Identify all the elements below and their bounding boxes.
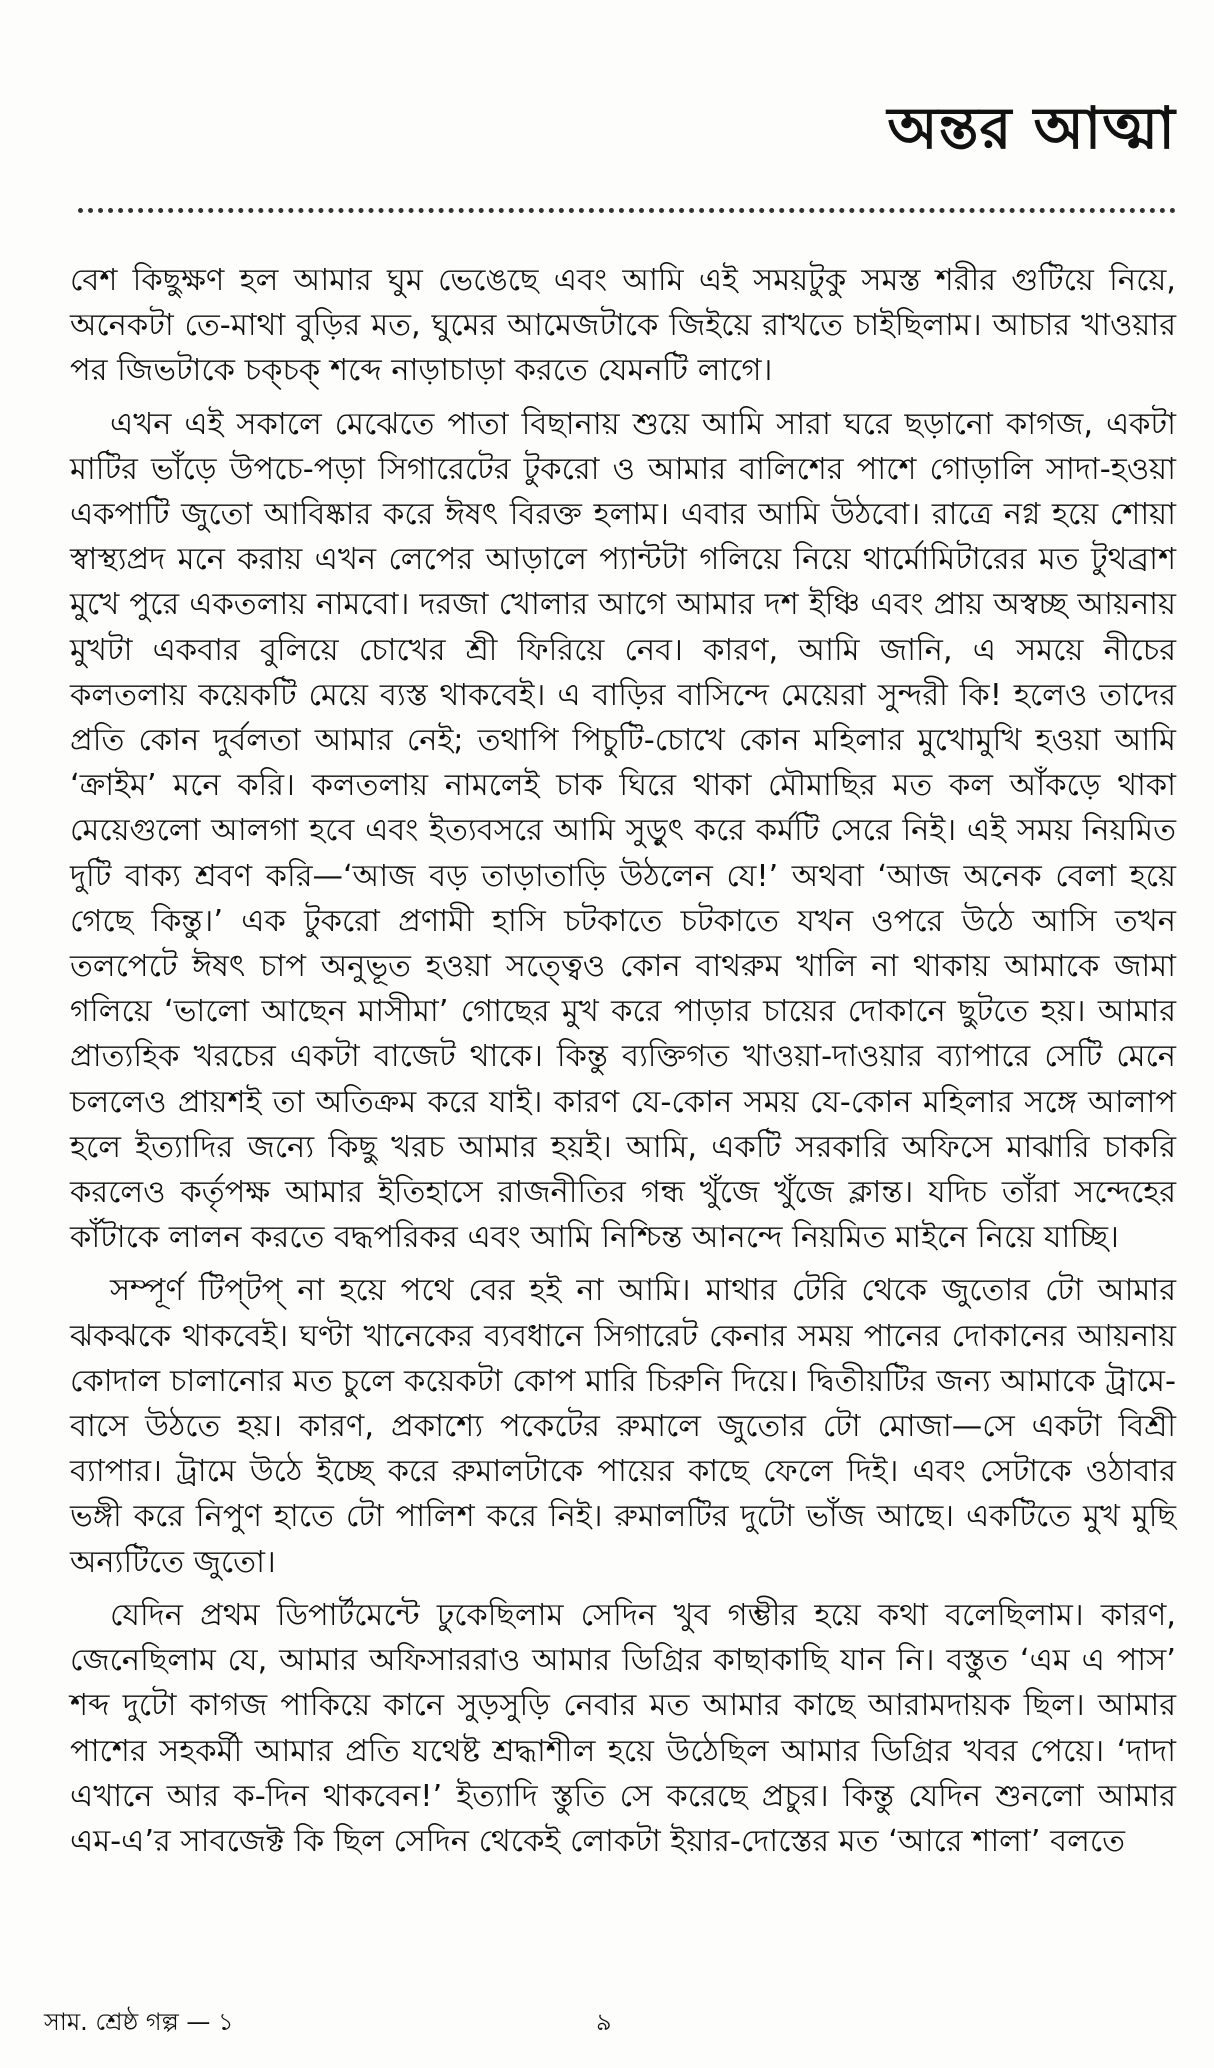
book-label: সাম. শ্রেষ্ঠ গল্প — ১ <box>44 2008 234 2036</box>
paragraph: বেশ কিছুক্ষণ হল আমার ঘুম ভেঙেছে এবং আমি এই সময়টুকু সমস্ত শরীর গুটিয়ে নিয়ে, অনেকটা তে-মাথা বুড়ির মত, ঘুমের আমেজটাকে জিইয়ে রাখতে চাইছিলাম। আচার খাওয়ার পর জিভটাকে চক্চক্ শব্দে নাড়াচাড়া করতে যেমনটি লাগে। <box>70 263 1176 389</box>
page-number: ৯ <box>596 2008 612 2036</box>
dotted-divider <box>78 208 1176 213</box>
paragraph: সম্পূর্ণ টিপ্‌টপ্ না হয়ে পথে বের হই না আমি। মাথার টেরি থেকে জুতোর টো আমার ঝকঝকে থাকবেই। ঘণ্টা খানেকের ব্যবধানে সিগারেট কেনার সময় পানের দোকানের আয়নায় কোদাল চালানোর মত চুলে কয়েকটা কোপ মারি চিরুনি দিয়ে। দ্বিতীয়টির জন্য আমাকে ট্রামে-বাসে উঠতে হয়। কারণ, প্রকাশ্যে পকেটের রুমালে জুতোর টো মোজা—সে একটা বিশ্রী ব্যাপার। ট্রামে উঠে ইচ্ছে করে রুমালটাকে পায়ের কাছে ফেলে দিই। এবং সেটাকে ওঠাবার ভঙ্গী করে নিপুণ হাতে টো পালিশ করে নিই। রুমালটির দুটো ভাঁজ আছে। একটিতে মুখ মুছি অন্যটিতে জুতো। <box>70 1273 1176 1580</box>
paragraph: এখন এই সকালে মেঝেতে পাতা বিছানায় শুয়ে আমি সারা ঘরে ছড়ানো কাগজ, একটা মাটির ভাঁড়ে উপচে-পড়া সিগারেটের টুকরো ও আমার বালিশের পাশে গোড়ালি সাদা-হওয়া একপাটি জুতো আবিষ্কার করে ঈষৎ বিরক্ত হলাম। এবার আমি উঠবো। রাত্রে নগ্ন হয়ে শোয়া স্বাস্থ্যপ্রদ মনে করায় এখন লেপের আড়ালে প্যান্টটা গলিয়ে নিয়ে থার্মোমিটারের মত টুথব্রাশ মুখে পুরে একতলায় নামবো। দরজা খোলার আগে আমার দশ ইঞ্চি এবং প্রায় অস্বচ্ছ আয়নায় মুখটা একবার বুলিয়ে চোখের শ্রী ফিরিয়ে নেব। কারণ, আমি জানি, এ সময়ে নীচের কলতলায় কয়েকটি মেয়ে ব্যস্ত থাকবেই। এ বাড়ির বাসিন্দে মেয়েরা সুন্দরী কি! হলেও তাদের প্রতি কোন দুর্বলতা আমার নেই; তথাপি পিচুটি-চোখে কোন মহিলার মুখোমুখি হওয়া আমি ‘ক্রাইম’ মনে করি। কলতলায় নামলেই চাক ঘিরে থাকা মৌমাছির মত কল আঁকড়ে থাকা মেয়েগুলো আলগা হবে এবং ইত্যবসরে আমি সুড়ুৎ করে কর্মটি সেরে নিই। এই সময় নিয়মিত দুটি বাক্য শ্রবণ করি—‘আজ বড় তাড়াতাড়ি উঠলেন যে!’ অথবা ‘আজ অনেক বেলা হয়ে গেছে কিন্তু।’ এক টুকরো প্রণামী হাসি চটকাতে চটকাতে যখন ওপরে উঠে আসি তখন তলপেটে ঈষৎ চাপ অনুভূত হওয়া সত্ত্বেও কোন বাথরুম খালি না থাকায় আমাকে জামা গলিয়ে ‘ভালো আছেন মাসীমা’ গোছের মুখ করে পাড়ার চায়ের দোকানে ছুটতে হয়। আমার প্রাত্যহিক খরচের একটা বাজেট থাকে। কিন্তু ব্যক্তিগত খাওয়া-দাওয়ার ব্যাপারে সেটি মেনে চললেও প্রায়শই তা অতিক্রম করে যাই। কারণ যে-কোন সময় যে-কোন মহিলার সঙ্গে আলাপ হলে ইত্যাদির জন্যে কিছু খরচ আমার হয়ই। আমি, একটি সরকারি অফিসে মাঝারি চাকরি করলেও কর্তৃপক্ষ আমার ইতিহাসে রাজনীতির গন্ধ খুঁজে খুঁজে ক্লান্ত। যদিচ তাঁরা সন্দেহের কাঁটাকে লালন করতে বদ্ধপরিকর এবং আমি নিশ্চিন্ত আনন্দে নিয়মিত মাইনে নিয়ে যাচ্ছি। <box>70 406 1176 1256</box>
page-footer <box>44 2004 1170 2044</box>
paragraph: যেদিন প্রথম ডিপার্টমেন্টে ঢুকেছিলাম সেদিন খুব গম্ভীর হয়ে কথা বলেছিলাম। কারণ, জেনেছিলাম যে, আমার অফিসাররাও আমার ডিগ্রির কাছাকাছি যান নি। বস্তুত ‘এম এ পাস’ শব্দ দুটো কাগজ পাকিয়ে কানে সুড়সুড়ি নেবার মত আমার কাছে আরামদায়ক ছিল। আমার পাশের সহকর্মী আমার প্রতি যথেষ্ট শ্রদ্ধাশীল হয়ে উঠেছিল আমার ডিগ্রির খবর পেয়ে। ‘দাদা এখানে আর ক-দিন থাকবেন!’ ইত্যাদি স্তুতি সে করেছে প্রচুর। কিন্তু যেদিন শুনলো আমার এম-এ’র সাবজেক্ট কি ছিল সেদিন থেকেই লোকটা ইয়ার-দোস্তের মত ‘আরে শালা’ বলতে <box>70 1597 1176 1859</box>
story-title: অন্তর আত্মা <box>887 94 1176 162</box>
story-body <box>70 258 1176 1872</box>
